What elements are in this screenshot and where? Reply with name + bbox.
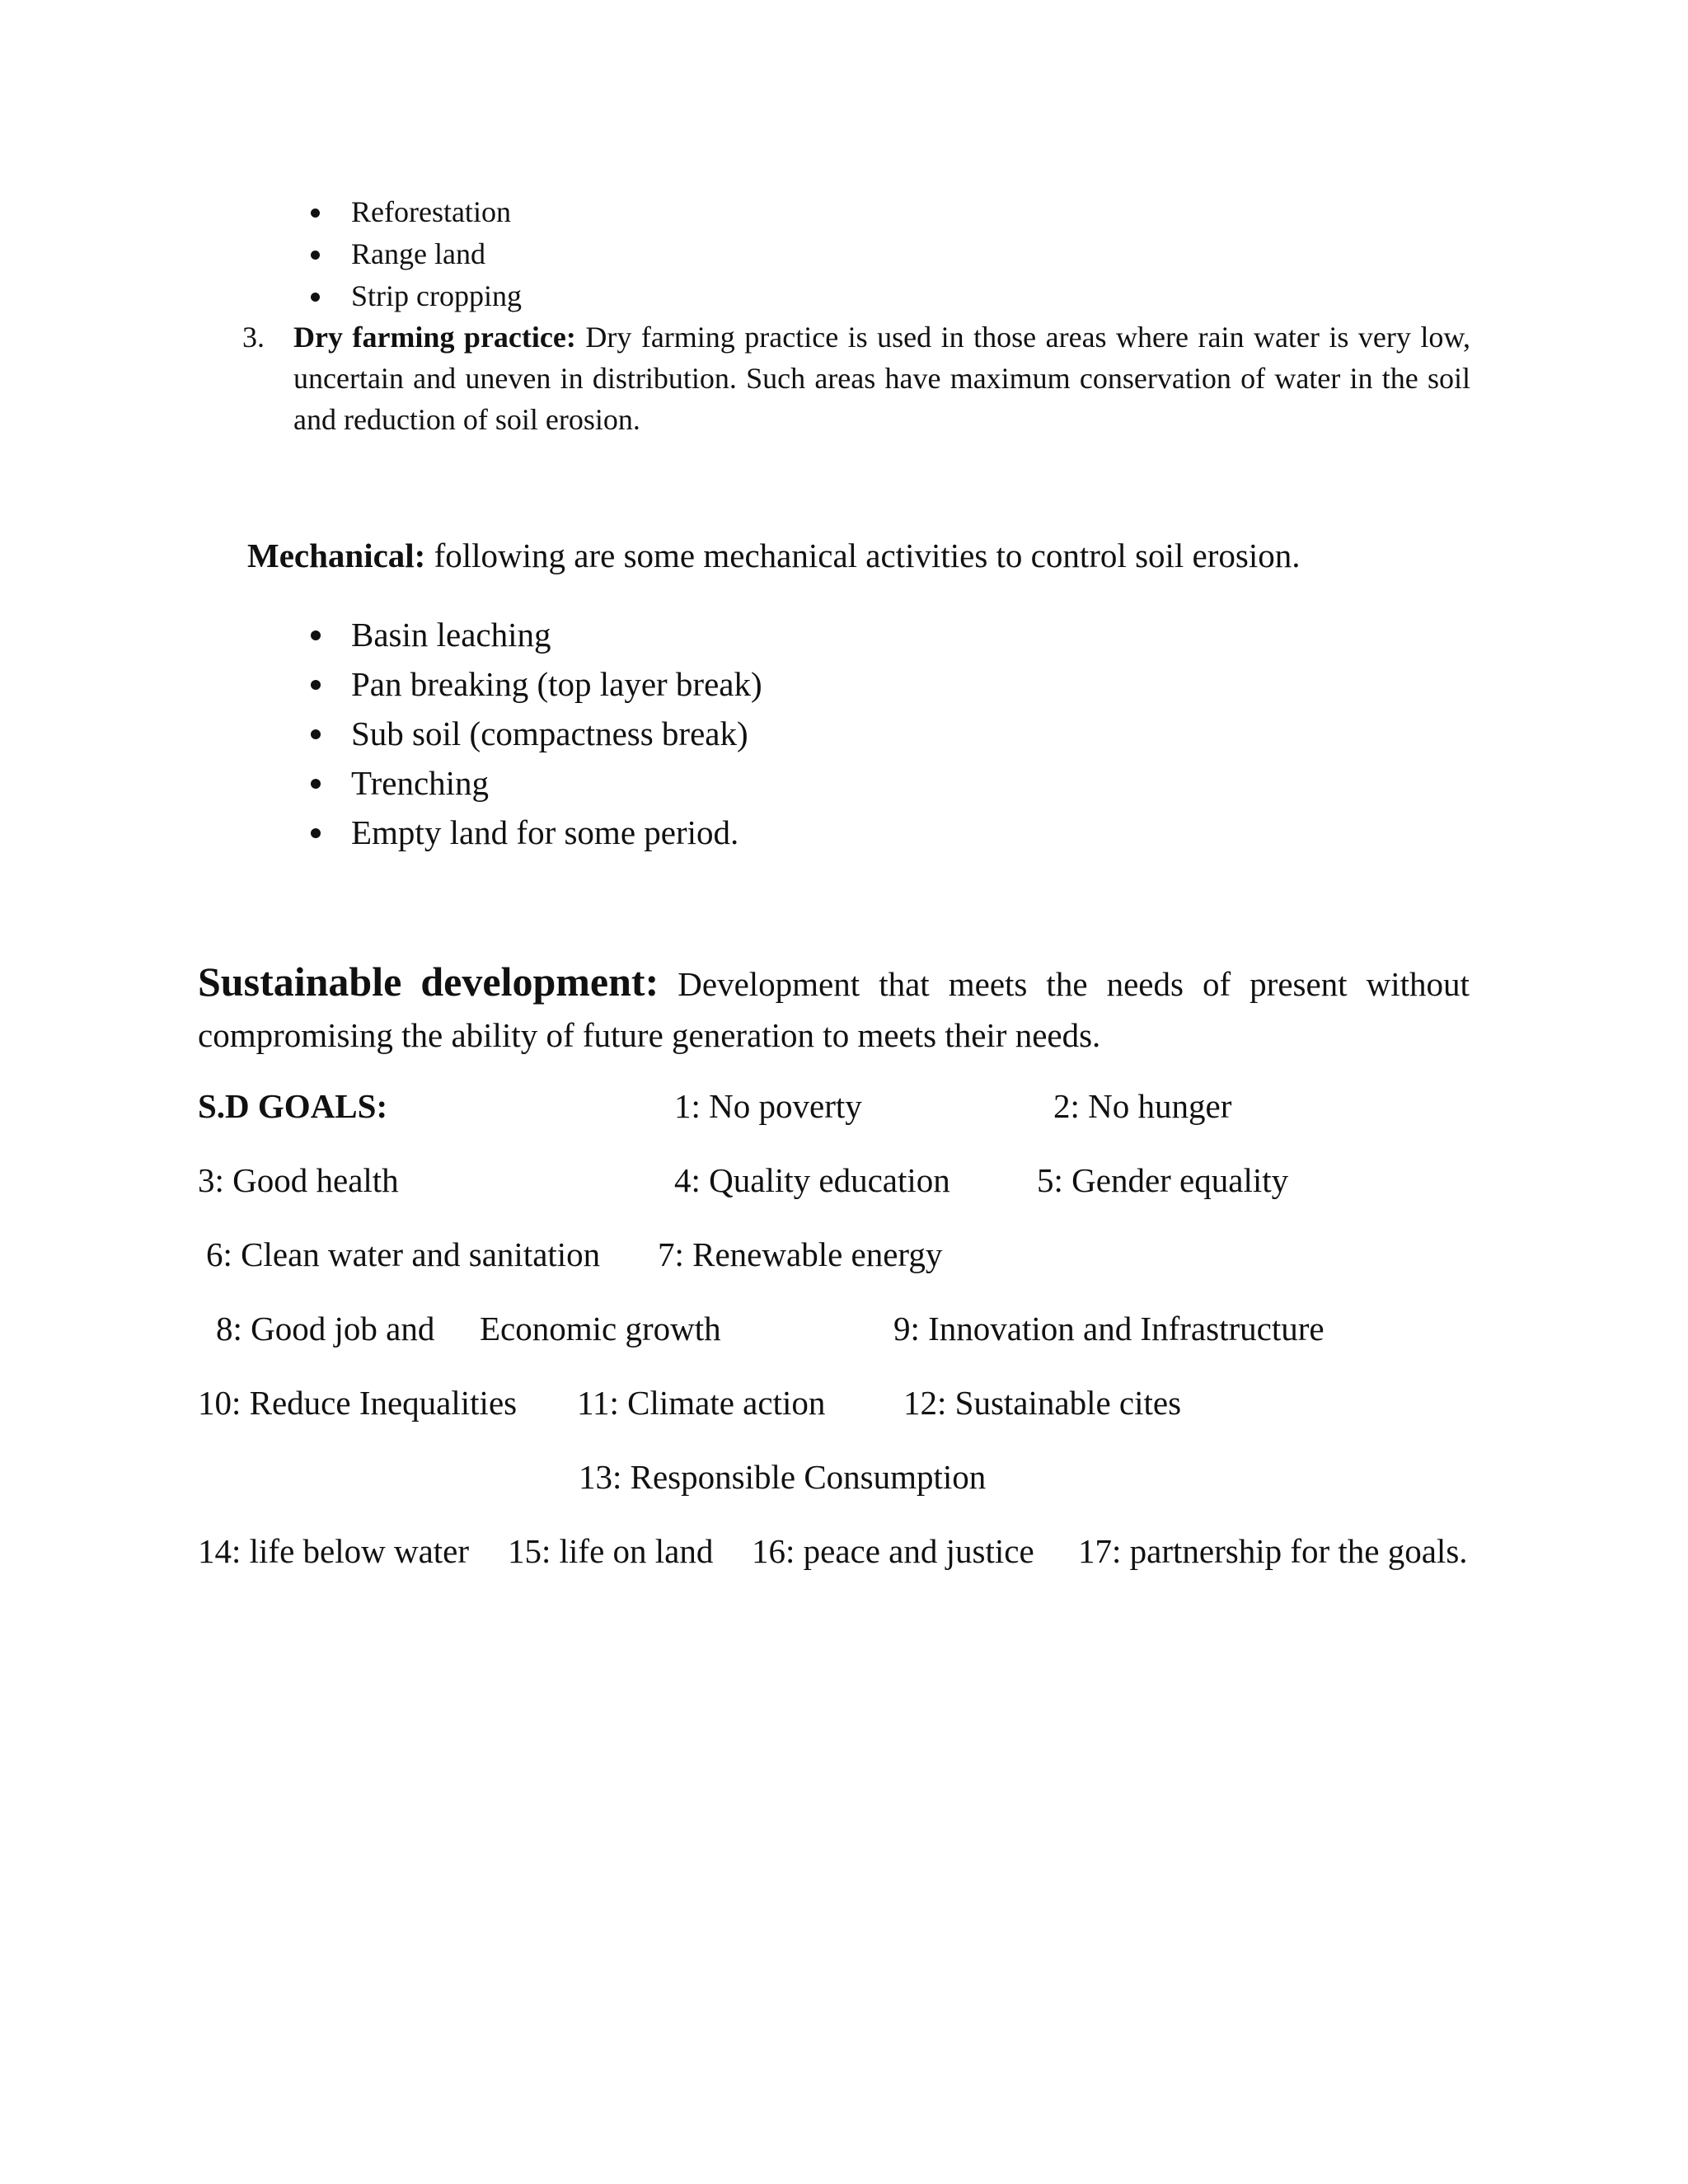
mechanical-paragraph bbox=[247, 536, 1301, 575]
mechanical-text: following are some mechanical activities to control soil erosion. bbox=[425, 537, 1301, 574]
goal-10: 10: Reduce Inequalities bbox=[198, 1384, 518, 1422]
sd-word: the bbox=[1046, 965, 1088, 1003]
sd-word: of bbox=[1202, 965, 1231, 1003]
item-number: 3. bbox=[242, 321, 265, 354]
goal-8-part-1: 8: Good job and bbox=[216, 1310, 435, 1347]
goal-12: 12: Sustainable cites bbox=[903, 1384, 1182, 1422]
list-item: Empty land for some period. bbox=[351, 808, 762, 857]
sustainable-development-paragraph bbox=[198, 956, 1470, 1061]
sd-word: needs bbox=[1106, 965, 1184, 1003]
sd-word: present bbox=[1250, 965, 1348, 1003]
sd-word: that bbox=[879, 965, 930, 1003]
goal-6: 6: Clean water and sanitation bbox=[206, 1235, 601, 1273]
goal-4: 4: Quality education bbox=[674, 1161, 950, 1199]
sd-title-word: Sustainable bbox=[198, 958, 402, 1005]
goal-8-part-2: Economic growth bbox=[480, 1310, 721, 1347]
conservation-method-list bbox=[351, 191, 522, 317]
dry-farming-title: Dry farming practice: bbox=[293, 321, 576, 354]
list-item: Pan breaking (top layer break) bbox=[351, 659, 762, 709]
list-item: Sub soil (compactness break) bbox=[351, 709, 762, 758]
list-item: Reforestation bbox=[351, 191, 522, 233]
goal-1: 1: No poverty bbox=[674, 1087, 862, 1125]
goal-16: 16: peace and justice bbox=[752, 1532, 1034, 1570]
goal-7: 7: Renewable energy bbox=[658, 1235, 943, 1273]
goal-15: 15: life on land bbox=[508, 1532, 714, 1570]
goal-5: 5: Gender equality bbox=[1037, 1161, 1289, 1199]
sd-definition-line-1 bbox=[198, 956, 1470, 1010]
goal-9: 9: Innovation and Infrastructure bbox=[893, 1310, 1325, 1347]
goal-3: 3: Good health bbox=[198, 1161, 399, 1199]
list-item: Strip cropping bbox=[351, 275, 522, 317]
list-item: Trenching bbox=[351, 758, 762, 808]
goal-11: 11: Climate action bbox=[577, 1384, 826, 1422]
dry-farming-text: Dry farming practice is used in those areas where rain water is very low, uncertain and uneven in distribution. Such areas have maximum conservation of water in the soil and reduction of soil erosion. bbox=[293, 321, 1470, 436]
goal-2: 2: No hunger bbox=[1053, 1087, 1232, 1125]
list-item: Basin leaching bbox=[351, 610, 762, 659]
goal-14: 14: life below water bbox=[198, 1532, 470, 1570]
sd-definition-line-2: compromising the ability of future generation to meets their needs. bbox=[198, 1016, 1101, 1054]
dry-farming-paragraph bbox=[293, 316, 1470, 440]
sd-word: meets bbox=[948, 965, 1028, 1003]
sd-word: without bbox=[1366, 965, 1470, 1003]
sd-word: Development bbox=[678, 965, 860, 1003]
mechanical-title: Mechanical: bbox=[247, 537, 426, 574]
mechanical-activity-list bbox=[351, 610, 762, 857]
sd-title-word: development: bbox=[420, 958, 659, 1005]
goal-13: 13: Responsible Consumption bbox=[579, 1458, 987, 1496]
list-item: Range land bbox=[351, 233, 522, 275]
sd-goals-heading: S.D GOALS: bbox=[198, 1087, 388, 1125]
goal-17: 17: partnership for the goals. bbox=[1078, 1532, 1468, 1570]
